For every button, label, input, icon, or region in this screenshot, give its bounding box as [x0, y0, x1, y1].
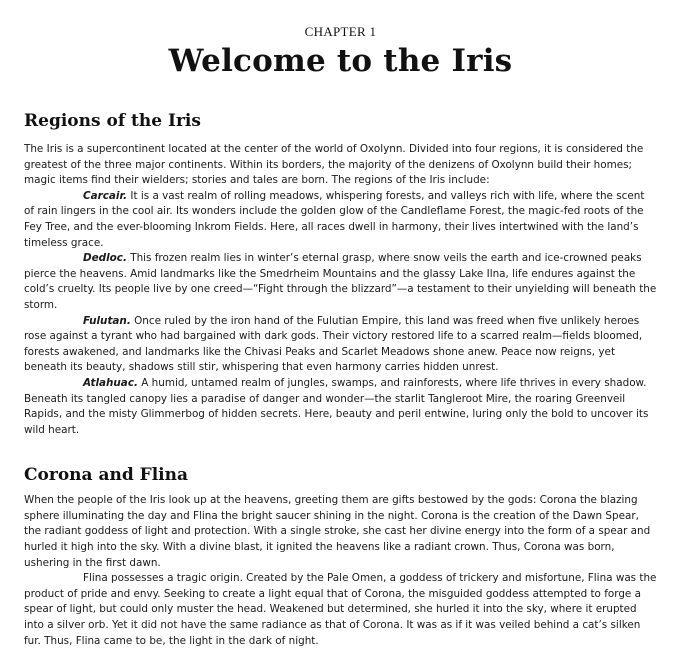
- document-page: [24, 0, 657, 649]
- region-description: This frozen realm lies in winter’s eternal grasp, where snow veils the earth and ice-crowned peaks pierce the heavens. Amid landmarks like the Smedrheim Mountains and the glassy Lake Ilna, life endures against the cold’s cruelty. Its people live by one creed—“Fight through the blizzard”—a testament to their unyielding will beneath the storm.: [24, 252, 657, 311]
- region-paragraph-dedloc: [24, 251, 657, 313]
- region-description: A humid, untamed realm of jungles, swamps, and rainforests, where life thrives in every shadow. Beneath its tangled canopy lies a paradise of danger and wonder—the starlit Tangleroot Mire, the roaring Greenveil Rapids, and the misty Glimmerbog of hidden secrets. Here, beauty and peril entwine, luring only the bold to uncover its wild heart.: [24, 376, 649, 436]
- region-description: Once ruled by the iron hand of the Fulutian Empire, this land was freed when five unlikely heroes rose against a tyrant who had bargained with dark gods. Their victory restored life to a scarred realm—fields bloomed, forests awakened, and landmarks like the Chivasi Peaks and Scarlet Meadows shone anew. Peace now reigns, yet beneath its beauty, shadows still stir, whispering that even harmony carries hidden unrest.: [24, 314, 643, 374]
- region-paragraph-carcair: [24, 189, 657, 251]
- region-name: Fulutan.: [83, 314, 131, 327]
- section-heading-corona-flina: Corona and Flina: [24, 465, 188, 486]
- section-heading-regions: Regions of the Iris: [24, 111, 201, 131]
- flina-paragraph: Flina possesses a tragic origin. Created by the Pale Omen, a goddess of trickery and misfortune, Flina was the product of pride and envy. Seeking to create a light equal that of Corona, the misguided goddess attempted to forge a spear of light, but could only muster the head. Weakened but determined, she hurled it into the sky, where it erupted into a silver orb. Yet it did not have the same radiance as that of Corona. It was as if it was veiled behind a cat’s silken fur. Thus, Flina came to be, the light in the dark of night.: [24, 572, 657, 647]
- region-paragraph-fulutan: [24, 314, 657, 376]
- region-name: Dedloc.: [83, 252, 127, 265]
- chapter-label: CHAPTER 1: [304, 24, 377, 39]
- region-description: It is a vast realm of rolling meadows, whispering forests, and valleys rich with life, where the scent of rain lingers in the cool air. Its wonders include the golden glow of the Candleflame Forest, the magic-fed roots of the Fey Tree, and the ever-blooming Inkrom Fields. Here, all races dwell in harmony, their lives intertwined with the land’s timeless grace.: [24, 189, 645, 249]
- region-name: Carcair.: [83, 189, 128, 202]
- regions-intro-paragraph: The Iris is a supercontinent located at the center of the world of Oxolynn. Divided into four regions, it is considered the greatest of the three major continents. Within its borders, the majority of the denizens of Oxolynn build their homes; magic items find their wielders; stories and tales are born. The regions of the Iris include:: [24, 143, 644, 187]
- corona-paragraph: When the people of the Iris look up at the heavens, greeting them are gifts bestowed by the gods: Corona the blazing sphere illuminating the day and Flina the bright saucer shining in the night. Corona is the creation of the Dawn Spear, the radiant goddess of light and protection. With a single stroke, she cast her divine energy into the form of a spear and hurled it high into the sky. With a divine blast, it ignited the heavens like a radiant crown. Thus, Corona was born, ushering in the first dawn.: [24, 494, 651, 569]
- chapter-title: Welcome to the Iris: [168, 43, 513, 79]
- region-paragraph-atlahuac: [24, 376, 657, 438]
- region-name: Atlahuac.: [83, 376, 138, 389]
